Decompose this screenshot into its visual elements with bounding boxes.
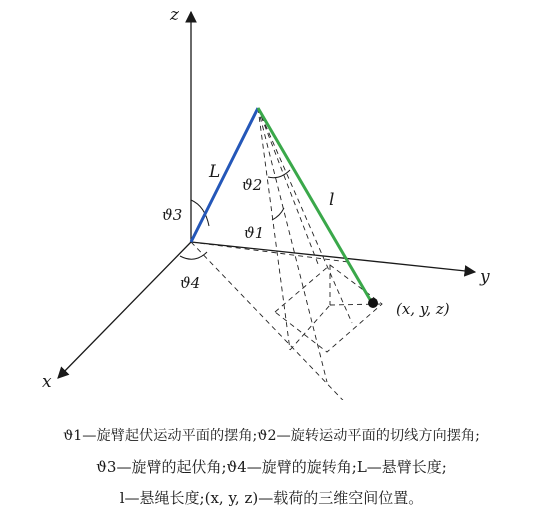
theta1-arc xyxy=(272,208,284,220)
boom-line xyxy=(191,108,258,242)
construction-lines xyxy=(191,108,382,400)
rope-length-label: l xyxy=(329,190,335,210)
theta4-label: ϑ4 xyxy=(180,274,201,292)
theta1-label: ϑ1 xyxy=(244,224,265,242)
caption-line-2: ϑ3—旋臂的起伏角;ϑ4—旋臂的旋转角;L—悬臂长度; xyxy=(96,458,447,476)
y-axis-label: y xyxy=(480,267,490,287)
theta3-label: ϑ3 xyxy=(162,206,183,224)
rope-line xyxy=(258,108,372,303)
x-axis xyxy=(58,242,191,378)
boom-length-label: L xyxy=(209,162,221,182)
caption-line-3: l—悬绳长度;(x, y, z)—载荷的三维空间位置。 xyxy=(119,489,424,507)
caption-line-1: ϑ1—旋臂起伏运动平面的摆角;ϑ2—旋转运动平面的切线方向摆角; xyxy=(63,428,480,444)
load-point-label: (x, y, z) xyxy=(396,300,450,318)
theta2-arc xyxy=(268,170,290,178)
x-axis-label: x xyxy=(42,372,52,392)
theta2-label: ϑ2 xyxy=(242,176,263,194)
theta4-arc xyxy=(180,252,207,259)
angle-arcs xyxy=(180,170,290,259)
z-axis-label: z xyxy=(170,5,179,25)
load-point-dot xyxy=(368,298,378,308)
